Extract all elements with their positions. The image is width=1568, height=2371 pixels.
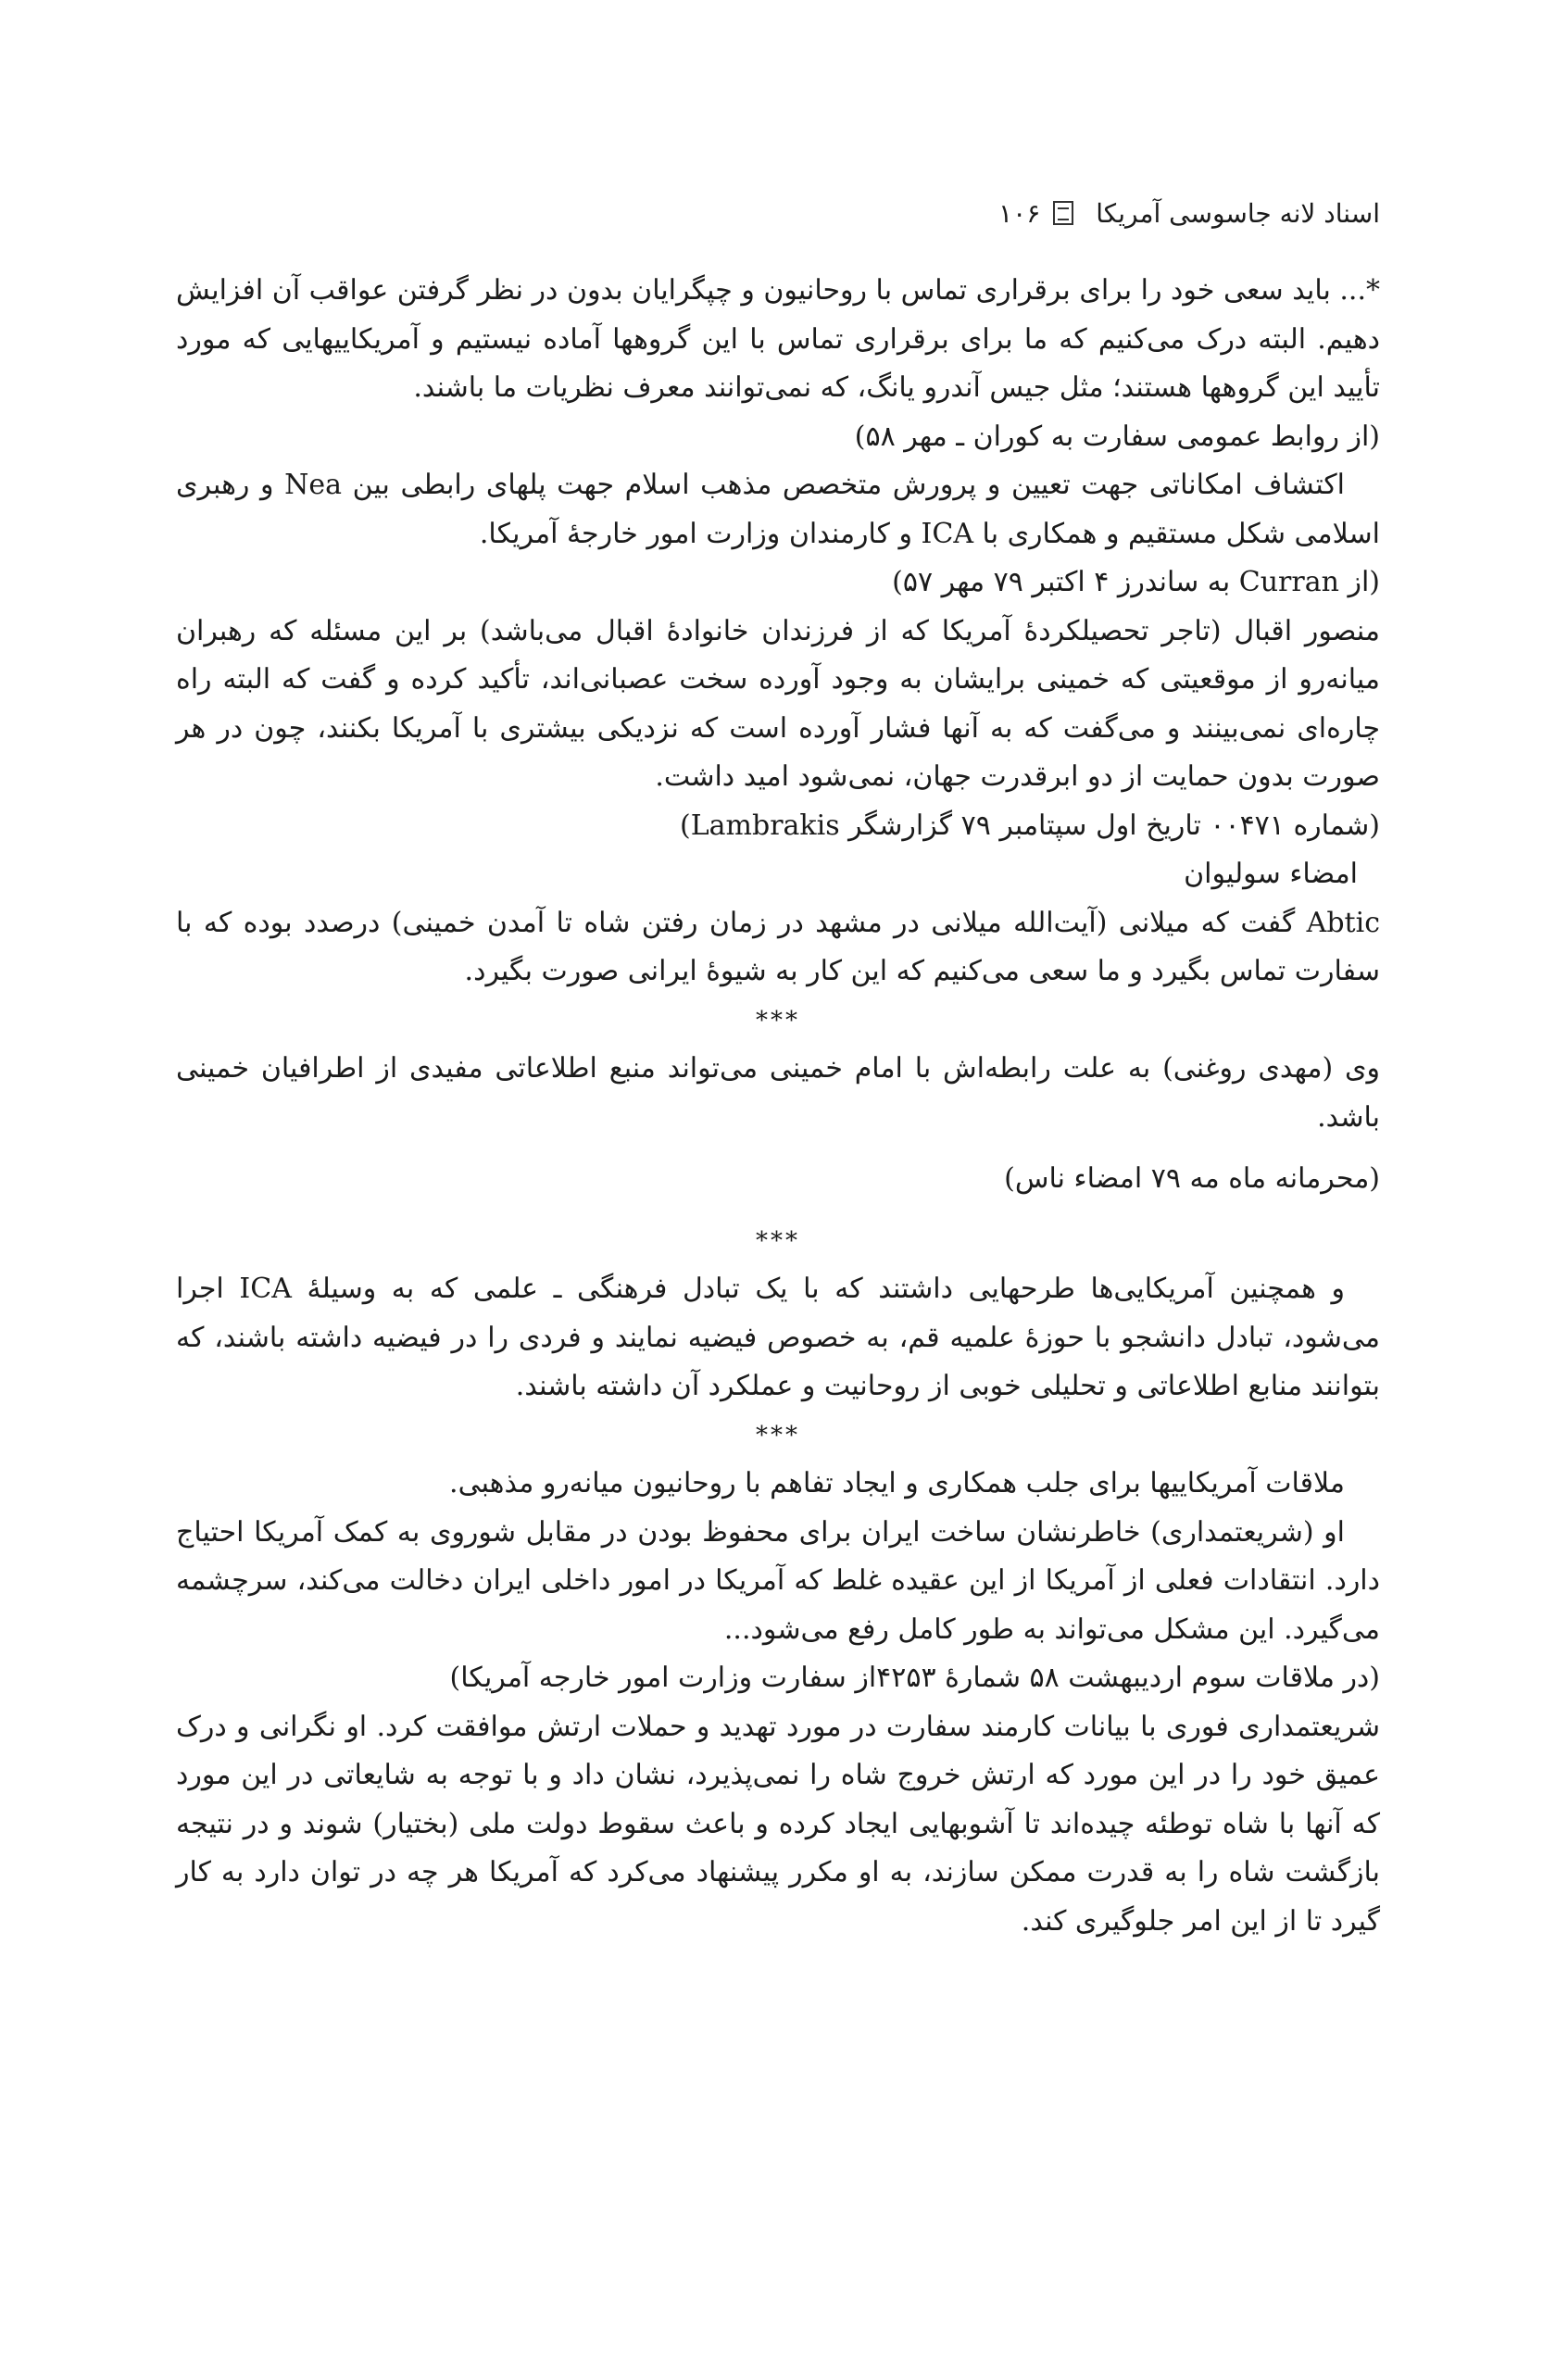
paragraph-3: منصور اقبال (تاجر تحصیلکردهٔ آمریکا که از فرزندان خانوادهٔ اقبال می‌باشد) بر این مسئله که رهبران میانه‌رو از موقعیتی که خمینی برایشان به وجود آورده سخت عصبانی‌اند، تأکید کرده و گفت که البته راه چاره‌ای نمی‌بینند و می‌گفت که به آنها فشار آورده است که نزدیکی بیشتری با آمریکا بکنند، چون در هر صورت بدون حمایت از دو ابرقدرت جهان، نمی‌شود امید داشت. [176,614,1380,793]
citation-4: (محرمانه ماه مه ۷۹ امضاء ناس) [1004,1162,1380,1195]
citation-3: (شماره ۰۰۴۷۱ تاریخ اول سپتامبر ۷۹ گزارشگر Lambrakis) [680,809,1380,842]
page-header [176,185,1380,241]
book-title: اسناد لانه جاسوسی آمریکا [1096,197,1380,229]
citation-2: (از Curran به ساندرز ۴ اکتبر ۷۹ مهر ۵۷) [892,566,1380,598]
paragraph-5: وی (مهدی روغنی) به علت رابطه‌اش با امام خمینی می‌تواند منبع اطلاعاتی مفیدی از اطرافیان خمینی باشد. [176,1052,1380,1134]
page-icon [1053,201,1073,225]
citation-5: (در ملاقات سوم اردیبهشت ۵۸ شمارهٔ ۴۲۵۳از سفارت وزارت امور خارجه آمریکا) [449,1662,1380,1694]
section-separator: *** [756,1006,800,1035]
page-body [176,267,1380,1946]
paragraph-1: *... باید سعی خود را برای برقراری تماس با روحانیون و چپگرایان بدون در نظر گرفتن عواقب آن افزایش دهیم. البته درک می‌کنیم که ما برای برقراری تماس با این گروهها آماده نیستیم و آمریکاییهایی که مورد تأیید این گروهها هستند؛ مثل جیس آندرو یانگ، که نمی‌توانند معرف نظریات ما باشند. [176,274,1380,404]
paragraph-6: و همچنین آمریکایی‌ها طرحهایی داشتند که با یک تبادل فرهنگی ـ علمی که به وسیلهٔ ICA اجرا می‌شود، تبادل دانشجو با حوزهٔ علمیه قم، به خصوص فیضیه نمایند و فردی را در فیضیه داشته باشند، که بتوانند منابع اطلاعاتی و تحلیلی خوبی از روحانیت و عملکرد آن داشته باشند. [176,1273,1380,1402]
citation-1: (از روابط عمومی سفارت به کوران ـ مهر ۵۸) [854,420,1380,453]
paragraph-2: اکتشاف امکاناتی جهت تعیین و پرورش متخصص مذهب اسلام جهت پلهای رابطی بین Nea و رهبری اسلامی شکل مستقیم و همکاری با ICA و کارمندان وزارت امور خارجهٔ آمریکا. [176,469,1380,550]
section-separator: *** [756,1421,800,1449]
paragraph-9: شریعتمداری فوری با بیانات کارمند سفارت در مورد تهدید و حملات ارتش موافقت کرد. او نگرانی و درک عمیق خود را در این مورد که ارتش خروج شاه را نمی‌پذیرد، نشان داد و با توجه به شایعاتی در این مورد که آنها با شاه توطئه چیده‌اند تا آشوبهایی ایجاد کرده و باعث سقوط دولت ملی (بختیار) شوند و در نتیجه بازگشت شاه را به قدرت ممکن سازند، به او مکرر پیشنهاد می‌کرد که آمریکا هر چه در توان دارد به کار گیرد تا از این امر جلوگیری کند. [176,1710,1380,1938]
paragraph-4: Abtic گفت که میلانی (آیت‌الله میلانی در مشهد در زمان رفتن شاه تا آمدن خمینی) درصدد بوده که با سفارت تماس بگیرد و ما سعی می‌کنیم که این کار به شیوهٔ ایرانی صورت بگیرد. [176,906,1380,987]
paragraph-8: او (شریعتمداری) خاطرنشان ساخت ایران برای محفوظ بودن در مقابل شوروی به کمک آمریکا احتیاج دارد. انتقادات فعلی از آمریکا از این عقیده غلط که آمریکا در امور داخلی ایران دخالت می‌کند، سرچشمه می‌گیرد. این مشکل می‌تواند به طور کامل رفع می‌شود... [176,1515,1380,1646]
book-page [176,0,1380,2371]
paragraph-7: ملاقات آمریکاییها برای جلب همکاری و ایجاد تفاهم با روحانیون میانه‌رو مذهبی. [449,1467,1345,1499]
section-separator: *** [756,1226,800,1255]
citation-3-signature: امضاء سولیوان [1184,858,1358,890]
page-number: ۱۰۶ [998,197,1041,229]
